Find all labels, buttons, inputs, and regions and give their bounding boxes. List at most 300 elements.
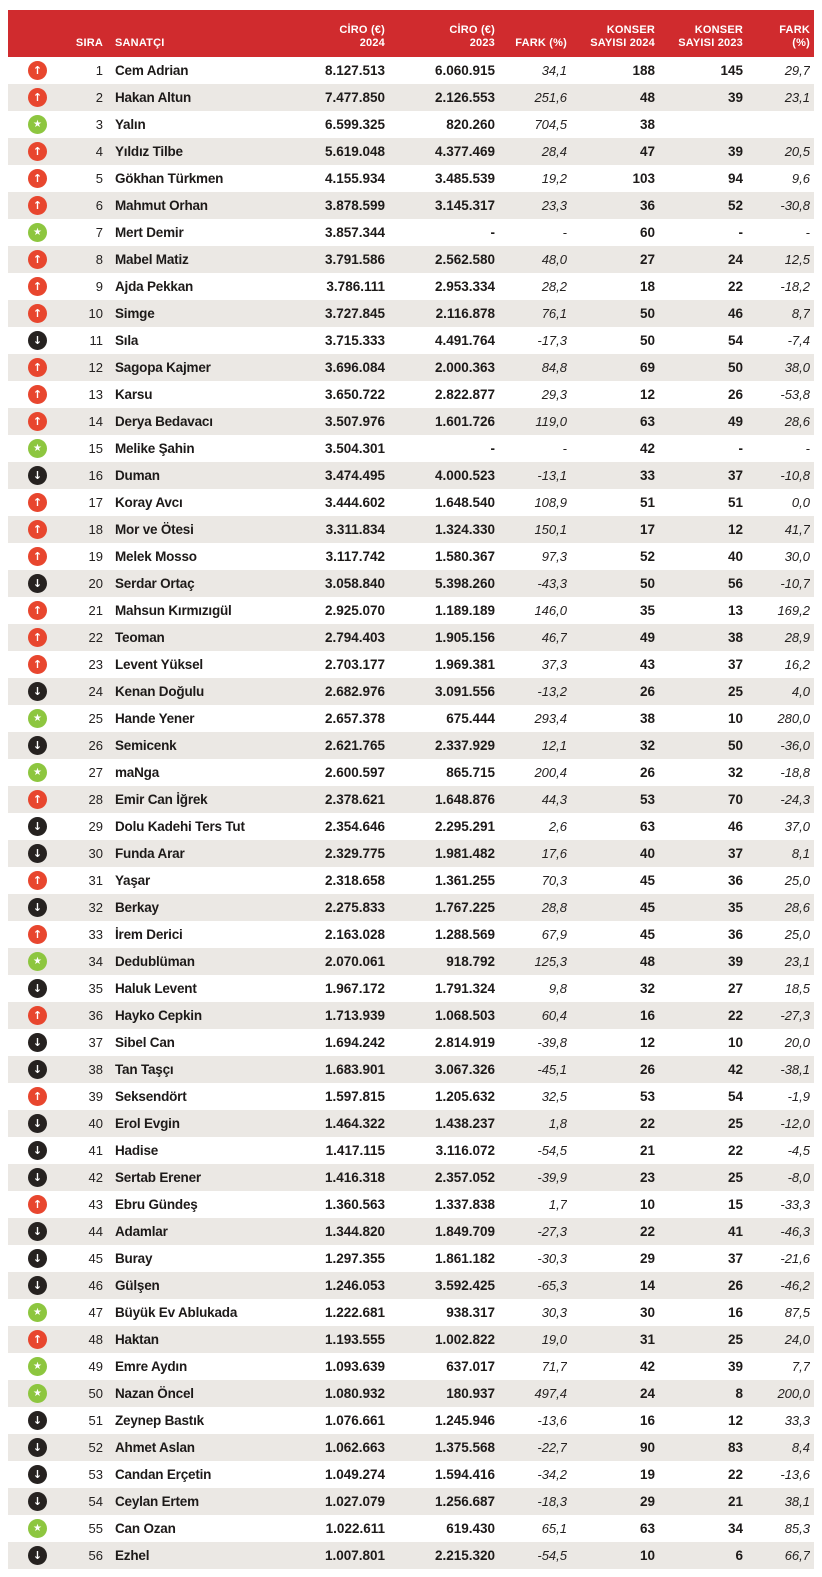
- concerts-change-cell: -1,9: [787, 1089, 810, 1104]
- revenue-2024-cell: 2.163.028: [324, 927, 385, 942]
- trend-cell: [8, 1303, 52, 1322]
- revenue-2023-cell: 1.648.876: [434, 792, 495, 807]
- concerts-2023-cell: 42: [727, 1062, 743, 1077]
- concerts-change-cell: 33,3: [784, 1413, 810, 1428]
- trend-up-icon: ↑: [28, 277, 47, 296]
- concerts-2024-cell: 48: [639, 954, 655, 969]
- table-row: [8, 1245, 814, 1272]
- revenue-2024-cell: 1.360.563: [324, 1197, 385, 1212]
- revenue-2023-cell: 180.937: [446, 1386, 495, 1401]
- col-header-concerts-change: FARK (%): [779, 24, 810, 49]
- concerts-2024-cell: 43: [639, 657, 655, 672]
- table-row: [8, 1191, 814, 1218]
- revenue-2023-cell: 6.060.915: [434, 63, 495, 78]
- trend-up-icon: ↑: [28, 628, 47, 647]
- revenue-2023-cell: 1.594.416: [434, 1467, 495, 1482]
- table-row: [8, 381, 814, 408]
- revenue-change-cell: 251,6: [534, 90, 567, 105]
- rank-cell: 50: [88, 1386, 103, 1401]
- concerts-2024-cell: 29: [639, 1251, 655, 1266]
- trend-down-icon: ↓: [28, 1222, 47, 1241]
- trend-up-icon: ↑: [28, 925, 47, 944]
- table-row: [8, 219, 814, 246]
- revenue-2024-cell: 2.329.775: [324, 846, 385, 861]
- concerts-2024-cell: 42: [639, 1359, 655, 1374]
- revenue-2024-cell: 3.444.602: [324, 495, 385, 510]
- artist-cell: Can Ozan: [115, 1521, 176, 1536]
- concerts-2023-cell: 50: [727, 738, 743, 753]
- trend-down-icon: ↓: [28, 331, 47, 350]
- trend-down-icon: ↓: [28, 1114, 47, 1133]
- concerts-2023-cell: 8: [735, 1386, 743, 1401]
- concerts-change-cell: 23,1: [784, 90, 810, 105]
- revenue-change-cell: -18,3: [537, 1494, 567, 1509]
- trend-cell: [8, 790, 52, 809]
- trend-down-icon: ↓: [28, 1492, 47, 1511]
- trend-cell: [8, 1357, 52, 1376]
- rank-cell: 29: [88, 819, 103, 834]
- rank-cell: 30: [88, 846, 103, 861]
- revenue-2024-cell: 3.786.111: [326, 279, 385, 294]
- concerts-change-cell: 85,3: [784, 1521, 810, 1536]
- concerts-2024-cell: 53: [639, 792, 655, 807]
- revenue-2024-cell: 8.127.513: [324, 63, 385, 78]
- rank-cell: 39: [88, 1089, 103, 1104]
- trend-cell: [8, 1222, 52, 1241]
- trend-down-icon: ↓: [28, 1438, 47, 1457]
- table-row: [8, 651, 814, 678]
- revenue-2024-cell: 1.967.172: [324, 981, 385, 996]
- revenue-change-cell: -: [562, 441, 567, 456]
- table-row: [8, 597, 814, 624]
- concerts-2023-cell: 25: [727, 1332, 743, 1347]
- concerts-2024-cell: 33: [639, 468, 655, 483]
- table-row: [8, 759, 814, 786]
- revenue-2023-cell: 3.145.317: [434, 198, 495, 213]
- revenue-2023-cell: 2.215.320: [434, 1548, 495, 1563]
- concerts-2024-cell: 27: [639, 252, 655, 267]
- revenue-2024-cell: 1.713.939: [324, 1008, 385, 1023]
- artist-cell: Gülşen: [115, 1278, 160, 1293]
- table-row: [8, 1326, 814, 1353]
- concerts-2024-cell: 30: [639, 1305, 655, 1320]
- table-row: [8, 111, 814, 138]
- concerts-2024-cell: 45: [639, 873, 655, 888]
- concerts-2024-cell: 10: [639, 1197, 655, 1212]
- revenue-2023-cell: 865.715: [446, 765, 495, 780]
- concerts-2023-cell: 46: [727, 819, 743, 834]
- rank-cell: 13: [88, 387, 103, 402]
- concerts-change-cell: -38,1: [780, 1062, 810, 1077]
- new-entry-star-icon: ★: [28, 709, 47, 728]
- concerts-2024-cell: 63: [639, 1521, 655, 1536]
- concerts-2023-cell: 36: [727, 873, 743, 888]
- concerts-2023-cell: 22: [727, 1008, 743, 1023]
- concerts-2024-cell: 38: [639, 117, 655, 132]
- revenue-change-cell: 84,8: [541, 360, 567, 375]
- table-row: [8, 813, 814, 840]
- trend-down-icon: ↓: [28, 1141, 47, 1160]
- revenue-2024-cell: 4.155.934: [324, 171, 385, 186]
- concerts-2023-cell: 26: [727, 1278, 743, 1293]
- artist-cell: Ceylan Ertem: [115, 1494, 199, 1509]
- revenue-change-cell: 30,3: [541, 1305, 567, 1320]
- artist-cell: Hande Yener: [115, 711, 195, 726]
- revenue-2024-cell: 2.354.646: [324, 819, 385, 834]
- rank-cell: 27: [88, 765, 103, 780]
- concerts-change-cell: -10,7: [780, 576, 810, 591]
- table-row: [8, 624, 814, 651]
- concerts-change-cell: 28,6: [784, 900, 810, 915]
- revenue-change-cell: 146,0: [534, 603, 567, 618]
- concerts-2024-cell: 50: [639, 576, 655, 591]
- trend-down-icon: ↓: [28, 1411, 47, 1430]
- trend-down-icon: ↓: [28, 817, 47, 836]
- rank-cell: 43: [88, 1197, 103, 1212]
- concerts-change-cell: -46,3: [780, 1224, 810, 1239]
- trend-up-icon: ↑: [28, 304, 47, 323]
- trend-up-icon: ↑: [28, 142, 47, 161]
- rank-cell: 2: [95, 90, 103, 105]
- revenue-2024-cell: 1.597.815: [324, 1089, 385, 1104]
- trend-up-icon: ↑: [28, 493, 47, 512]
- revenue-2024-cell: 1.222.681: [324, 1305, 385, 1320]
- concerts-2024-cell: 47: [639, 144, 655, 159]
- revenue-2023-cell: 1.648.540: [434, 495, 495, 510]
- revenue-2023-cell: 1.969.381: [434, 657, 495, 672]
- concerts-2023-cell: 37: [727, 1251, 743, 1266]
- concerts-change-cell: 87,5: [784, 1305, 810, 1320]
- table-row: [8, 1272, 814, 1299]
- rank-cell: 10: [88, 306, 103, 321]
- trend-down-icon: ↓: [28, 1168, 47, 1187]
- rank-cell: 55: [88, 1521, 103, 1536]
- concerts-change-cell: -: [805, 225, 810, 240]
- table-row: [8, 57, 814, 84]
- revenue-change-cell: 71,7: [541, 1359, 567, 1374]
- rank-cell: 47: [88, 1305, 103, 1320]
- revenue-2024-cell: 3.504.301: [324, 441, 385, 456]
- trend-cell: [8, 1384, 52, 1403]
- artist-cell: Mahsun Kırmızıgül: [115, 603, 232, 618]
- revenue-2023-cell: 2.953.334: [434, 279, 495, 294]
- revenue-2023-cell: 619.430: [446, 1521, 495, 1536]
- revenue-2024-cell: 1.062.663: [324, 1440, 385, 1455]
- new-entry-star-icon: ★: [28, 223, 47, 242]
- rank-cell: 46: [88, 1278, 103, 1293]
- rank-cell: 12: [88, 360, 103, 375]
- revenue-change-cell: 28,2: [541, 279, 567, 294]
- table-row: [8, 1083, 814, 1110]
- concerts-2024-cell: 16: [639, 1413, 655, 1428]
- revenue-change-cell: 19,2: [541, 171, 567, 186]
- table-row: [8, 786, 814, 813]
- trend-down-icon: ↓: [28, 574, 47, 593]
- revenue-2023-cell: 820.260: [446, 117, 495, 132]
- col-header-revenue-change: FARK (%): [515, 37, 567, 49]
- revenue-2023-cell: 1.068.503: [434, 1008, 495, 1023]
- trend-cell: [8, 169, 52, 188]
- revenue-2024-cell: 1.193.555: [324, 1332, 385, 1347]
- trend-cell: [8, 898, 52, 917]
- trend-up-icon: ↑: [28, 520, 47, 539]
- artist-cell: Sertab Erener: [115, 1170, 201, 1185]
- revenue-2024-cell: 3.715.333: [324, 333, 385, 348]
- rank-cell: 35: [88, 981, 103, 996]
- concerts-change-cell: 8,4: [791, 1440, 810, 1455]
- concerts-change-cell: 28,9: [784, 630, 810, 645]
- revenue-2024-cell: 3.058.840: [324, 576, 385, 591]
- rank-cell: 14: [88, 414, 103, 429]
- revenue-2023-cell: 1.438.237: [434, 1116, 495, 1131]
- artist-cell: Levent Yüksel: [115, 657, 203, 672]
- trend-cell: [8, 331, 52, 350]
- revenue-2024-cell: 3.857.344: [324, 225, 385, 240]
- trend-cell: [8, 1492, 52, 1511]
- concerts-2023-cell: 40: [727, 549, 743, 564]
- revenue-change-cell: -54,5: [537, 1143, 567, 1158]
- artist-cell: Serdar Ortaç: [115, 576, 195, 591]
- trend-cell: [8, 925, 52, 944]
- artist-cell: Adamlar: [115, 1224, 168, 1239]
- revenue-2023-cell: 938.317: [446, 1305, 495, 1320]
- revenue-2023-cell: 1.861.182: [434, 1251, 495, 1266]
- revenue-2023-cell: 2.357.052: [434, 1170, 495, 1185]
- revenue-change-cell: 65,1: [541, 1521, 567, 1536]
- concerts-2023-cell: 26: [727, 387, 743, 402]
- concerts-change-cell: -46,2: [780, 1278, 810, 1293]
- revenue-change-cell: 37,3: [541, 657, 567, 672]
- table-row: [8, 408, 814, 435]
- artist-cell: Haluk Levent: [115, 981, 197, 996]
- table-row: [8, 84, 814, 111]
- table-row: [8, 327, 814, 354]
- rank-cell: 28: [88, 792, 103, 807]
- rank-cell: 7: [95, 225, 103, 240]
- trend-cell: [8, 763, 52, 782]
- trend-down-icon: ↓: [28, 1249, 47, 1268]
- revenue-2024-cell: 2.275.833: [324, 900, 385, 915]
- artist-cell: Sıla: [115, 333, 139, 348]
- revenue-2024-cell: 2.600.597: [324, 765, 385, 780]
- trend-up-icon: ↑: [28, 412, 47, 431]
- trend-cell: [8, 493, 52, 512]
- concerts-change-cell: -12,0: [780, 1116, 810, 1131]
- table-row: [8, 1461, 814, 1488]
- rank-cell: 23: [88, 657, 103, 672]
- trend-cell: [8, 1546, 52, 1565]
- table-row: [8, 705, 814, 732]
- col-header-concerts-2024: KONSER SAYISI 2024: [590, 24, 655, 49]
- concerts-2024-cell: 63: [639, 819, 655, 834]
- concerts-2024-cell: 51: [639, 495, 655, 510]
- table-row: [8, 1434, 814, 1461]
- trend-cell: [8, 277, 52, 296]
- artist-cell: Zeynep Bastık: [115, 1413, 204, 1428]
- new-entry-star-icon: ★: [28, 1384, 47, 1403]
- concerts-2024-cell: 16: [639, 1008, 655, 1023]
- trend-cell: [8, 223, 52, 242]
- concerts-2024-cell: 50: [639, 333, 655, 348]
- concerts-2024-cell: 26: [639, 684, 655, 699]
- revenue-2023-cell: 1.288.569: [434, 927, 495, 942]
- rank-cell: 16: [88, 468, 103, 483]
- table-row: [8, 489, 814, 516]
- revenue-change-cell: 44,3: [541, 792, 567, 807]
- concerts-2024-cell: 42: [639, 441, 655, 456]
- trend-cell: [8, 115, 52, 134]
- trend-cell: [8, 1060, 52, 1079]
- concerts-2023-cell: 22: [727, 1467, 743, 1482]
- trend-up-icon: ↑: [28, 385, 47, 404]
- revenue-2023-cell: 4.377.469: [434, 144, 495, 159]
- revenue-2023-cell: 3.485.539: [434, 171, 495, 186]
- trend-up-icon: ↑: [28, 601, 47, 620]
- col-header-revenue-2023: CİRO (€) 2023: [449, 24, 495, 49]
- revenue-change-cell: -22,7: [537, 1440, 567, 1455]
- concerts-2024-cell: 45: [639, 927, 655, 942]
- revenue-2023-cell: 4.491.764: [434, 333, 495, 348]
- concerts-2023-cell: 25: [727, 1170, 743, 1185]
- revenue-change-cell: 34,1: [541, 63, 567, 78]
- concerts-2023-cell: 34: [727, 1521, 743, 1536]
- revenue-change-cell: -39,9: [537, 1170, 567, 1185]
- concerts-change-cell: 18,5: [784, 981, 810, 996]
- concerts-change-cell: -: [805, 441, 810, 456]
- concerts-2023-cell: 46: [727, 306, 743, 321]
- concerts-2024-cell: 188: [632, 63, 655, 78]
- trend-down-icon: ↓: [28, 1033, 47, 1052]
- trend-down-icon: ↓: [28, 466, 47, 485]
- artist-cell: Melike Şahin: [115, 441, 195, 456]
- concerts-2023-cell: 39: [727, 1359, 743, 1374]
- revenue-2023-cell: 1.337.838: [434, 1197, 495, 1212]
- new-entry-star-icon: ★: [28, 763, 47, 782]
- table-row: [8, 1002, 814, 1029]
- concerts-change-cell: 20,5: [784, 144, 810, 159]
- concerts-2024-cell: 21: [639, 1143, 655, 1158]
- revenue-change-cell: 48,0: [541, 252, 567, 267]
- concerts-2023-cell: 22: [727, 1143, 743, 1158]
- rank-cell: 33: [88, 927, 103, 942]
- concerts-2023-cell: 22: [727, 279, 743, 294]
- trend-cell: [8, 1141, 52, 1160]
- concerts-2023-cell: 37: [727, 657, 743, 672]
- trend-cell: [8, 682, 52, 701]
- revenue-2023-cell: 637.017: [446, 1359, 495, 1374]
- revenue-2023-cell: 1.905.156: [434, 630, 495, 645]
- revenue-2024-cell: 1.027.079: [324, 1494, 385, 1509]
- trend-up-icon: ↑: [28, 250, 47, 269]
- rank-cell: 11: [89, 333, 103, 348]
- revenue-2023-cell: 1.002.822: [434, 1332, 495, 1347]
- trend-cell: [8, 1006, 52, 1025]
- concerts-2024-cell: 36: [639, 198, 655, 213]
- revenue-2023-cell: 675.444: [446, 711, 495, 726]
- artist-cell: Duman: [115, 468, 160, 483]
- concerts-2023-cell: 27: [727, 981, 743, 996]
- rank-cell: 40: [88, 1116, 103, 1131]
- revenue-change-cell: -13,2: [537, 684, 567, 699]
- trend-up-icon: ↑: [28, 196, 47, 215]
- new-entry-star-icon: ★: [28, 1357, 47, 1376]
- concerts-2024-cell: 45: [639, 900, 655, 915]
- concerts-change-cell: 24,0: [784, 1332, 810, 1347]
- revenue-2023-cell: 2.126.553: [434, 90, 495, 105]
- table-row: [8, 1029, 814, 1056]
- trend-cell: [8, 1519, 52, 1538]
- table-row: [8, 300, 814, 327]
- revenue-change-cell: -34,2: [537, 1467, 567, 1482]
- concerts-change-cell: -18,2: [780, 279, 810, 294]
- artist-cell: Mor ve Ötesi: [115, 522, 194, 537]
- concerts-change-cell: 16,2: [784, 657, 810, 672]
- artist-cell: Emre Aydın: [115, 1359, 188, 1374]
- concerts-2024-cell: 63: [639, 414, 655, 429]
- table-row: [8, 435, 814, 462]
- revenue-change-cell: -39,8: [537, 1035, 567, 1050]
- revenue-2024-cell: 2.318.658: [324, 873, 385, 888]
- concerts-2023-cell: 83: [727, 1440, 743, 1455]
- concerts-change-cell: 25,0: [784, 873, 810, 888]
- trend-up-icon: ↑: [28, 88, 47, 107]
- revenue-2023-cell: 2.116.878: [435, 306, 495, 321]
- artist-cell: Teoman: [115, 630, 165, 645]
- rank-cell: 25: [88, 711, 103, 726]
- artist-cell: Karsu: [115, 387, 153, 402]
- revenue-2023-cell: 1.767.225: [434, 900, 495, 915]
- new-entry-star-icon: ★: [28, 1519, 47, 1538]
- revenue-2024-cell: 1.246.053: [324, 1278, 385, 1293]
- rank-cell: 51: [88, 1413, 103, 1428]
- artist-cell: Cem Adrian: [115, 63, 189, 78]
- trend-cell: [8, 601, 52, 620]
- trend-cell: [8, 1465, 52, 1484]
- trend-down-icon: ↓: [28, 979, 47, 998]
- table-row: [8, 1353, 814, 1380]
- concerts-change-cell: -53,8: [780, 387, 810, 402]
- table-row: [8, 1218, 814, 1245]
- revenue-2024-cell: 5.619.048: [324, 144, 385, 159]
- artist-cell: Seksendört: [115, 1089, 187, 1104]
- rank-cell: 6: [95, 198, 103, 213]
- concerts-2023-cell: 6: [735, 1548, 743, 1563]
- artist-cell: Funda Arar: [115, 846, 185, 861]
- concerts-change-cell: 0,0: [791, 495, 810, 510]
- trend-up-icon: ↑: [28, 1087, 47, 1106]
- concerts-change-cell: 38,1: [784, 1494, 810, 1509]
- revenue-2023-cell: 1.981.482: [434, 846, 495, 861]
- concerts-change-cell: 8,1: [791, 846, 810, 861]
- concerts-2023-cell: -: [738, 225, 743, 240]
- table-row: [8, 921, 814, 948]
- revenue-change-cell: 119,0: [535, 414, 567, 429]
- revenue-2023-cell: -: [490, 225, 495, 240]
- revenue-2023-cell: 3.116.072: [435, 1143, 495, 1158]
- concerts-2024-cell: 18: [639, 279, 655, 294]
- concerts-2023-cell: 49: [727, 414, 743, 429]
- revenue-change-cell: 704,5: [534, 117, 567, 132]
- concerts-change-cell: 38,0: [784, 360, 810, 375]
- trend-up-icon: ↑: [28, 790, 47, 809]
- concerts-2023-cell: 39: [727, 144, 743, 159]
- concerts-change-cell: 280,0: [777, 711, 810, 726]
- rank-cell: 26: [88, 738, 103, 753]
- rank-cell: 38: [88, 1062, 103, 1077]
- table-row: [8, 1488, 814, 1515]
- revenue-2023-cell: 1.189.189: [434, 603, 495, 618]
- rank-cell: 49: [88, 1359, 103, 1374]
